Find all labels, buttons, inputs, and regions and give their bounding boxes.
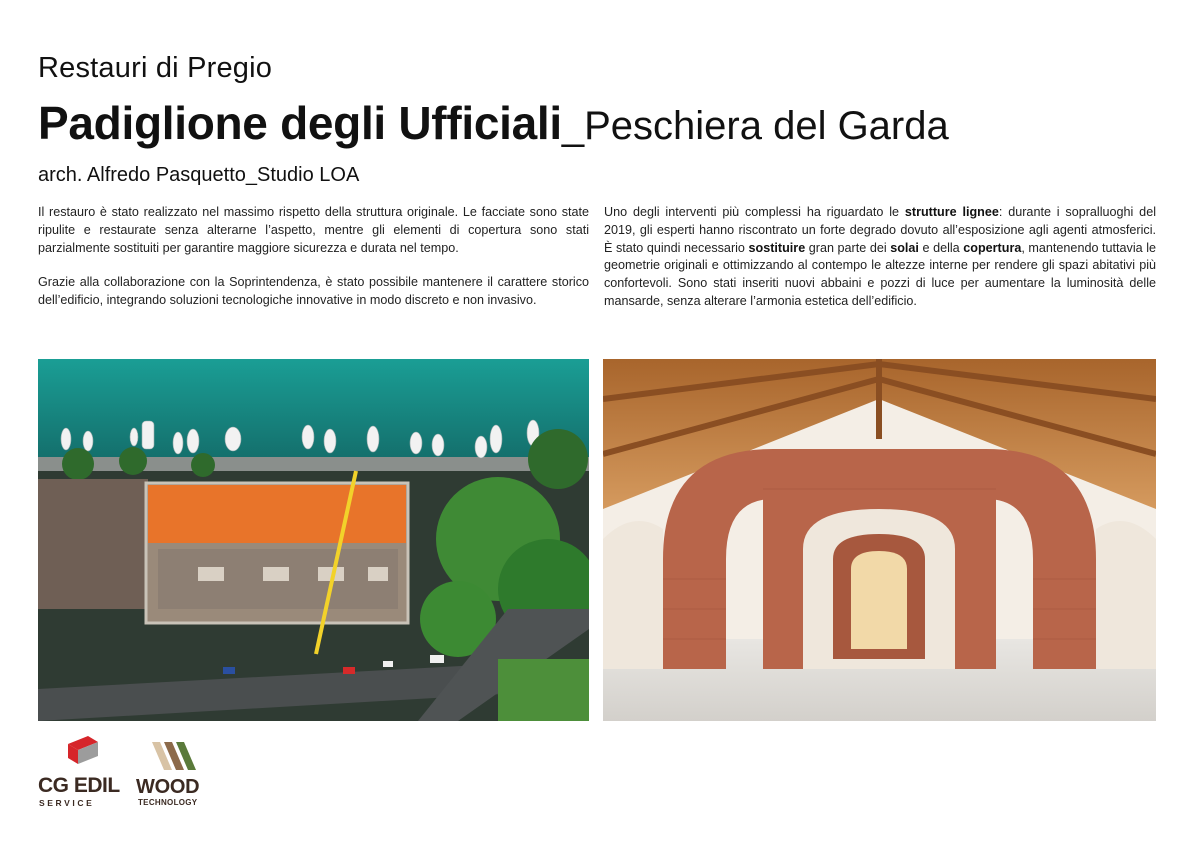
cg-edil-logo-subtext: SERVICE — [39, 798, 95, 808]
text-run: e della — [918, 240, 964, 255]
text-column-left — [38, 204, 589, 327]
text-column-right — [604, 204, 1156, 328]
page-title — [38, 96, 949, 150]
wood-technology-logo — [136, 740, 218, 808]
interior-photo — [603, 359, 1156, 721]
text-run: Uno degli interventi più complessi ha riguardato le — [604, 205, 905, 219]
title-bold: Padiglione degli Ufficiali — [38, 97, 562, 149]
aerial-photo — [38, 359, 589, 721]
wood-technology-logo-text: WOOD — [136, 776, 200, 798]
cg-edil-logo — [38, 734, 130, 808]
text-run: , mantenendo tuttavia le geometrie originali e ottimizzando al contempo le altezze interne per rendere gli spazi abitativi più confortevoli. Sono stati inseriti nuovi abbaini e pozzi di luce per aumentare la luminosità delle mansarde, senza alterare l’armonia estetica dell’edificio. — [604, 240, 1157, 308]
text-run: gran parte dei — [805, 240, 891, 255]
text-run: : durante i sopralluoghi del 2019, gli esperti hanno riscontrato un forte degrado dovuto all’esposizione agli agenti atmosferici. È stato quindi necessario — [604, 205, 1156, 255]
eyebrow-title: Restauri di Pregio — [38, 52, 273, 84]
architect-credit: arch. Alfredo Pasquetto_Studio LOA — [38, 164, 360, 186]
paragraph: Grazie alla collaborazione con la Soprintendenza, è stato possibile mantenere il carattere storico dell’edificio, integrando soluzioni tecnologiche innovative in modo discreto e non invasivo. — [38, 275, 589, 308]
paragraph — [604, 204, 1156, 311]
emphasis: copertura — [963, 240, 1022, 255]
emphasis: solai — [890, 240, 919, 255]
emphasis: sostituire — [748, 240, 806, 255]
wood-technology-logo-subtext: TECHNOLOGY — [138, 798, 198, 807]
cg-edil-logo-text: CG EDIL — [38, 774, 120, 797]
emphasis: strutture lignee — [904, 205, 999, 219]
paragraph: Il restauro è stato realizzato nel massimo rispetto della struttura originale. Le facciate sono state ripulite e restaurate senza alterarne l’aspetto, mentre gli elementi di copertura sono stati parzialmente sostituiti per garantire maggiore sicurezza e durata nel tempo. — [38, 205, 589, 255]
title-location: _Peschiera del Garda — [561, 104, 949, 148]
